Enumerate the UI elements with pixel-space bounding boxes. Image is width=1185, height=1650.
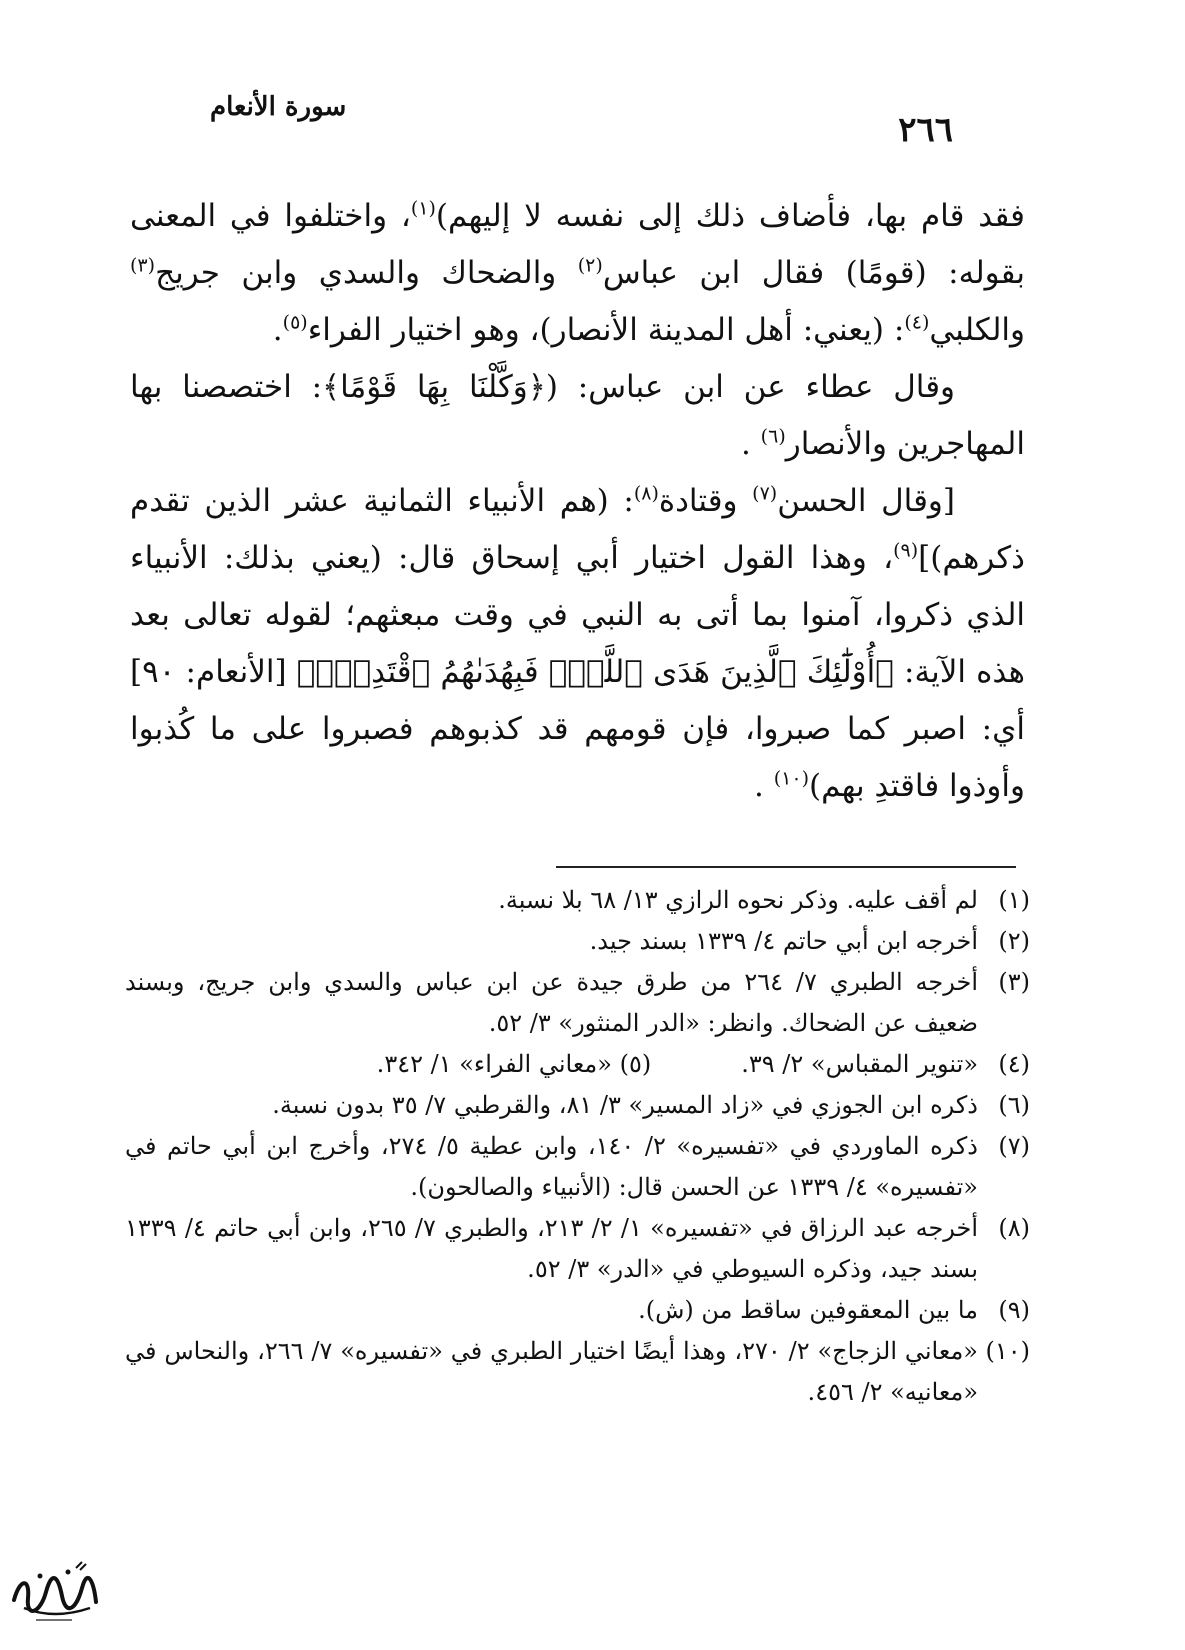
footnote-ref-10[interactable]: (١٠) [773, 767, 809, 790]
footnote-number: (١٠) [985, 1337, 1030, 1365]
footnote-ref-4[interactable]: (٤) [904, 311, 930, 334]
footnote-text: أخرجه الطبري ٧/ ٢٦٤ من طرق جيدة عن ابن عباس والسدي وابن جريج، وبسند ضعيف عن الضحاك. وانظر: «الدر المنثور» ٣/ ٥٢. [125, 968, 979, 1037]
paragraph-3: [وقال الحسن$^{(٧)}$ وقتادة$^{(٨)}$: (هم الأنبياء الثمانية عشر الذين تقدم ذكرهم)]$^{(٩)}$، وهذا القول اختيار أبي إسحاق قال: (يعني بذلك: الأنبياء الذي ذكروا، آمنوا بما أتى به النبي في وقت مبعثهم؛ لقوله تعالى بعد هذه الآية: ﴿أُوْلَٰٓئِكَ ٱلَّذِينَ هَدَى ٱللَّهُۖ فَبِهُدَىٰهُمُ ٱقْتَدِهْۗ﴾ [الأنعام: ٩٠] أي: اصبر كما صبروا، فإن قومهم قد كذبوهم فصبروا على ما كُذبوا وأوذوا فاقتدِ بهم)$^{(١٠)}$ . [130, 482, 1025, 804]
footnote-number: (٢) [998, 927, 1030, 955]
footnote-number: (٤) [998, 1050, 1030, 1078]
footnote-number: (٥) [619, 1050, 652, 1078]
footnote-text: أخرجه عبد الرزاق في «تفسيره» ١/ ٢/ ٢١٣، والطبري ٧/ ٢٦٥، وابن أبي حاتم ٤/ ١٣٣٩ بسند جيد، وذكره السيوطي في «الدر» ٣/ ٥٢. [125, 1214, 979, 1283]
footnote-separator [556, 866, 1016, 868]
footnote-7 [125, 1126, 1030, 1208]
main-text [130, 188, 1025, 815]
footnote-8 [125, 1208, 1030, 1290]
footnote-text: ذكره ابن الجوزي في «زاد المسير» ٣/ ٨١، والقرطبي ٧/ ٣٥ بدون نسبة. [272, 1091, 978, 1119]
surah-title: سورة الأنعام [210, 92, 347, 122]
footnote-ref-6[interactable]: (٦) [760, 425, 786, 448]
footnote-text: «معاني الفراء» ١/ ٣٤٢. [376, 1050, 612, 1078]
footnotes [125, 880, 1030, 1413]
page-header [210, 86, 953, 150]
paragraph-1: فقد قام بها، فأضاف ذلك إلى نفسه لا إليهم)$^{(١)}$، واختلفوا في المعنى بقوله: (قومًا) فقال ابن عباس$^{(٢)}$ والضحاك والسدي وابن جريج$^{(٣)}$ والكلبي$^{(٤)}$: (يعني: أهل المدينة الأنصار)، وهو اختيار الفراء$^{(٥)}$. [130, 197, 1026, 348]
footnote-text: «معاني الزجاج» ٢/ ٢٧٠، وهذا أيضًا اختيار الطبري في «تفسيره» ٧/ ٢٦٦، والنحاس في «معانيه» ٢/ ٤٥٦. [125, 1337, 978, 1406]
footnote-2 [125, 921, 1030, 962]
footnote-ref-5[interactable]: (٥) [282, 311, 308, 334]
footnote-ref-2[interactable]: (٢) [577, 254, 603, 277]
footnote-number: (٣) [998, 968, 1030, 996]
footnote-number: (١) [998, 886, 1030, 914]
footnote-text: ما بين المعقوفين ساقط من (ش). [638, 1296, 978, 1324]
footnote-ref-3[interactable]: (٣) [130, 254, 156, 277]
publisher-logo-icon [6, 1558, 102, 1628]
footnote-text: ذكره الماوردي في «تفسيره» ٢/ ١٤٠، وابن عطية ٥/ ٢٧٤، وأخرج ابن أبي حاتم في «تفسيره» ٤/ ١٣٣٩ عن الحسن قال: (الأنبياء والصالحون). [125, 1132, 978, 1201]
footnote-number: (٧) [998, 1132, 1030, 1160]
footnote-number: (٨) [998, 1214, 1030, 1242]
footnote-ref-7[interactable]: (٧) [752, 482, 778, 505]
footnote-text: «تنوير المقباس» ٢/ ٣٩. [741, 1050, 978, 1078]
footnote-text: أخرجه ابن أبي حاتم ٤/ ١٣٣٩ بسند جيد. [589, 927, 978, 955]
paragraph-2: وقال عطاء عن ابن عباس: (﴿وَكَّلْنَا بِهَا قَوْمًا﴾: اختصصنا بها المهاجرين والأنصار$^{(٦)}$ . [130, 369, 1025, 462]
footnote-4-5 [125, 1044, 1030, 1085]
footnote-10 [125, 1331, 1030, 1413]
footnote-number: (٩) [998, 1296, 1030, 1324]
footnote-text: لم أقف عليه. وذكر نحوه الرازي ١٣/ ٦٨ بلا نسبة. [498, 886, 978, 914]
footnote-1 [125, 880, 1030, 921]
footnote-number: (٦) [998, 1091, 1030, 1119]
footnote-6 [125, 1085, 1030, 1126]
footnote-9 [125, 1290, 1030, 1331]
footnote-ref-9[interactable]: (٩) [893, 539, 919, 562]
page-number: ٢٦٦ [898, 110, 953, 150]
footnote-3 [125, 962, 1030, 1044]
footnote-ref-1[interactable]: (١) [410, 197, 436, 220]
footnote-ref-8[interactable]: (٨) [633, 482, 659, 505]
